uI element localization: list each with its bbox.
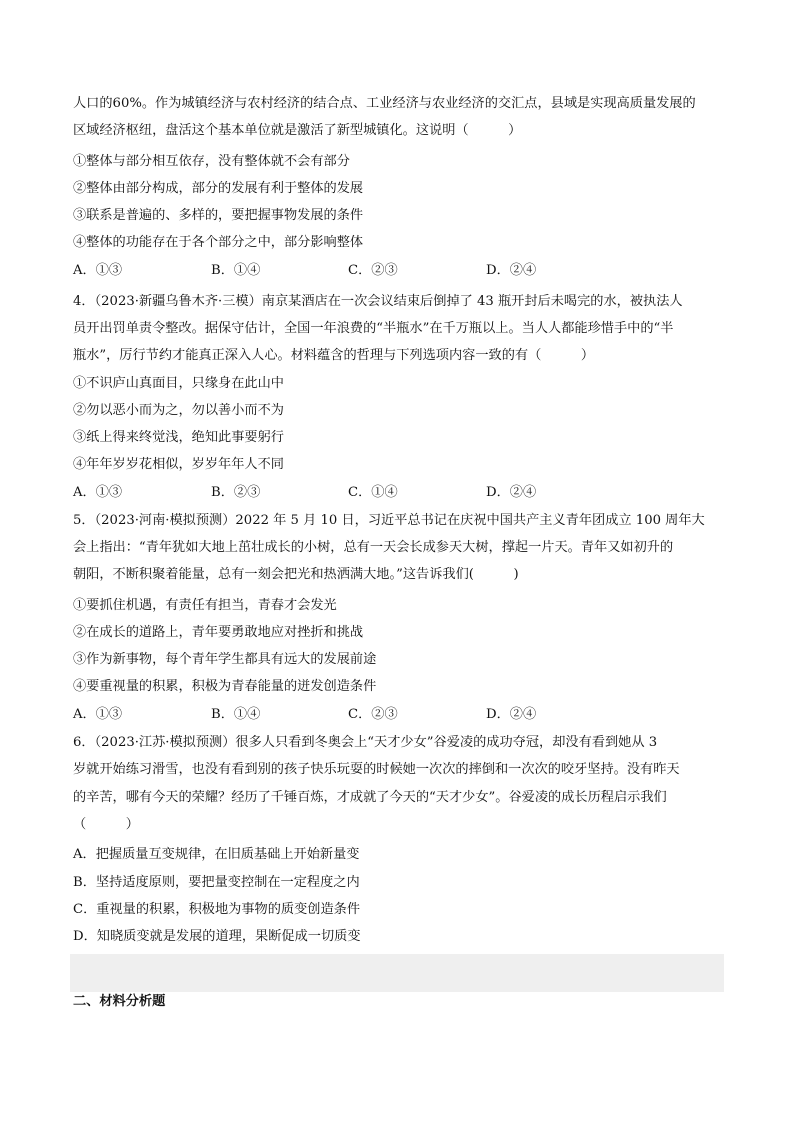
q4-option-a[interactable]: A．①③ [73, 485, 123, 500]
q4-stem-line-3: 瓶水”，厉行节约才能真正深入人心。材料蕴含的哲理与下列选项内容一致的有（ ） [73, 348, 595, 363]
q6-choice-c[interactable]: C．重视量的积累，积极地为事物的质变创造条件 [73, 902, 361, 917]
q3-option-b[interactable]: B．①④ [211, 263, 261, 278]
q5-item-3: ③作为新事物，每个青年学生都具有远大的发展前途 [73, 652, 377, 667]
q4-option-c[interactable]: C．①④ [348, 485, 398, 500]
q3-item-3: ③联系是普遍的、多样的，要把握事物发展的条件 [73, 208, 364, 223]
q4-stem-line-2: 员开出罚单责令整改。据保守估计，全国一年浪费的“半瓶水”在千万瓶以上。当人人都能珍惜手中的“半 [73, 321, 674, 336]
q5-option-d[interactable]: D．②④ [486, 707, 537, 722]
q5-item-2: ②在成长的道路上，青年要勇敢地应对挫折和挑战 [73, 625, 364, 640]
q5-stem-line-2: 会上指出：“青年犹如大地上茁壮成长的小树，总有一天会长成参天大树，撑起一片天。青年又如初升的 [73, 540, 674, 555]
q5-stem-line-1: 5．（2023·河南·模拟预测）2022 年 5 月 10 日，习近平总书记在庆祝中国共产主义青年团成立 100 周年大 [73, 513, 705, 528]
q6-stem-line-3: 的辛苦，哪有今天的荣耀？经历了千锤百炼，才成就了今天的“天才少女”。谷爱凌的成长历程启示我们 [73, 790, 667, 805]
q4-item-2: ②勿以恶小而为之，勿以善小而不为 [73, 403, 284, 418]
section-heading: 二、材料分析题 [73, 994, 166, 1009]
q3-item-2: ②整体由部分构成，部分的发展有利于整体的发展 [73, 181, 364, 196]
q3-option-c[interactable]: C．②③ [348, 263, 398, 278]
q5-option-b[interactable]: B．①④ [211, 707, 261, 722]
q5-item-1: ①要抓住机遇，有责任有担当，青春才会发光 [73, 598, 337, 613]
q3-item-1: ①整体与部分相互依存，没有整体就不会有部分 [73, 154, 350, 169]
q5-stem-line-3: 朝阳，不断积聚着能量，总有一刻会把光和热洒满大地。”这告诉我们( ) [73, 567, 519, 582]
answer-area [70, 954, 724, 992]
q6-choice-a[interactable]: A．把握质量互变规律，在旧质基础上开始新量变 [73, 847, 360, 862]
q6-choice-b[interactable]: B．坚持适度原则，要把量变控制在一定程度之内 [73, 875, 360, 890]
q6-choice-d[interactable]: D．知晓质变就是发展的道理，果断促成一切质变 [73, 929, 361, 944]
q4-item-4: ④年年岁岁花相似，岁岁年年人不同 [73, 457, 284, 472]
q4-option-b[interactable]: B．②③ [211, 485, 261, 500]
q6-stem-line-2: 岁就开始练习滑雪，也没有看到别的孩子快乐玩耍的时候她一次次的摔倒和一次次的咬牙坚持。没有昨天 [73, 762, 680, 777]
q3-stem-line-2: 区域经济枢纽，盘活这个基本单位就是激活了新型城镇化。这说明（ ） [73, 123, 522, 138]
q3-option-d[interactable]: D．②④ [486, 263, 537, 278]
q4-item-1: ①不识庐山真面目，只缘身在此山中 [73, 376, 284, 391]
q5-option-a[interactable]: A．①③ [73, 707, 123, 722]
q5-item-4: ④要重视量的积累，积极为青春能量的迸发创造条件 [73, 679, 377, 694]
q3-option-a[interactable]: A．①③ [73, 263, 123, 278]
q3-stem-line-1: 人口的60%。作为城镇经济与农村经济的结合点、工业经济与农业经济的交汇点，县域是实现高质量发展的 [73, 96, 696, 111]
q4-stem-line-1: 4．（2023·新疆乌鲁木齐·三模）南京某酒店在一次会议结束后倒掉了 43 瓶开封后未喝完的水，被执法人 [73, 294, 683, 309]
q3-item-4: ④整体的功能存在于各个部分之中，部分影响整体 [73, 235, 364, 250]
q4-option-d[interactable]: D．②④ [486, 485, 537, 500]
q5-option-c[interactable]: C．②③ [348, 707, 398, 722]
q6-stem-line-4: （ ） [73, 817, 139, 832]
q6-stem-line-1: 6．（2023·江苏·模拟预测）很多人只看到冬奥会上“天才少女”谷爱凌的成功夺冠，却没有看到她从 3 [73, 735, 658, 750]
q4-item-3: ③纸上得来终觉浅，绝知此事要躬行 [73, 430, 284, 445]
